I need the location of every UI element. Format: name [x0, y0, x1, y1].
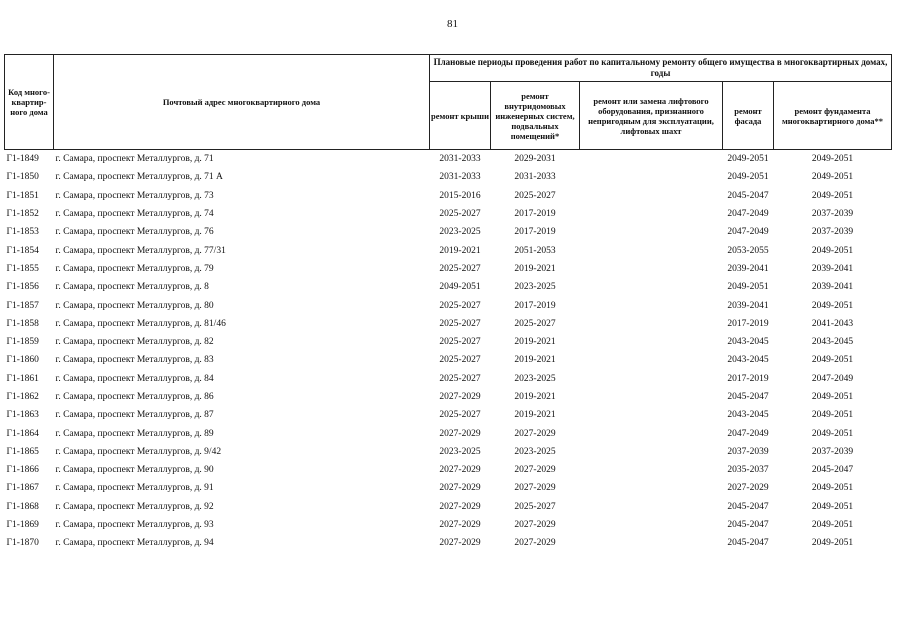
- cell-engineering: 2029-2031: [514, 154, 556, 165]
- cell-foundation: 2037-2039: [811, 446, 854, 457]
- cell-address: г. Самара, проспект Металлургов, д. 73: [55, 190, 214, 201]
- cell-address: г. Самара, проспект Металлургов, д. 84: [55, 373, 214, 384]
- cell-engineering: 2019-2021: [514, 263, 556, 274]
- cell-engineering: 2025-2027: [514, 190, 556, 201]
- cell-facade: 2049-2051: [727, 154, 769, 165]
- cell-address: г. Самара, проспект Металлургов, д. 83: [55, 355, 214, 366]
- cell-roof: 2027-2029: [439, 465, 481, 476]
- header-engineering: ремонт внутридомовых инженерных систем, подвальных помещений*: [491, 82, 580, 150]
- header-elevator: ремонт или замена лифтового оборудования, признанного непригодным для эксплуатации, лифтовых шахт: [580, 82, 723, 150]
- cell-elevator: [580, 260, 723, 278]
- cell-facade: 2045-2047: [727, 538, 769, 549]
- cell-code: Г1-1863: [6, 410, 39, 421]
- cell-address: г. Самара, проспект Металлургов, д. 91: [55, 483, 214, 494]
- cell-foundation: 2037-2039: [811, 227, 854, 238]
- cell-elevator: [580, 315, 723, 333]
- cell-engineering: 2017-2019: [514, 300, 556, 311]
- cell-facade: 2045-2047: [727, 392, 769, 402]
- cell-foundation: 2041-2043: [811, 318, 854, 329]
- cell-foundation: 2049-2051: [811, 538, 854, 549]
- cell-elevator: [580, 223, 723, 241]
- cell-foundation: 2037-2039: [811, 209, 854, 220]
- cell-engineering: 2025-2027: [514, 501, 556, 512]
- cell-address: г. Самара, проспект Металлургов, д. 77/31: [55, 245, 226, 256]
- cell-elevator: [580, 333, 723, 351]
- cell-roof: 2019-2021: [439, 245, 481, 256]
- cell-code: Г1-1862: [6, 392, 39, 402]
- cell-elevator: [580, 296, 723, 314]
- cell-elevator: [580, 205, 723, 223]
- cell-facade: 2047-2049: [727, 209, 769, 220]
- cell-code: Г1-1860: [6, 355, 39, 366]
- cell-roof: 2023-2025: [439, 446, 481, 457]
- table-row: [5, 168, 892, 186]
- header-group: Плановые периоды проведения работ по капитальному ремонту общего имущества в многоквартирных домах, годы: [430, 55, 892, 82]
- cell-elevator: [580, 370, 723, 388]
- header-facade: ремонт фасада: [723, 82, 774, 150]
- cell-elevator: [580, 443, 723, 461]
- cell-facade: 2049-2051: [727, 172, 769, 183]
- table-row: [5, 260, 892, 278]
- table-row: [5, 150, 892, 169]
- cell-code: Г1-1867: [6, 483, 39, 494]
- table-row: [5, 241, 892, 259]
- cell-facade: 2035-2037: [727, 465, 769, 476]
- cell-code: Г1-1870: [6, 538, 39, 549]
- cell-elevator: [580, 187, 723, 205]
- cell-facade: 2049-2051: [727, 282, 769, 293]
- header-foundation: ремонт фундамента многоквартирного дома**: [774, 82, 892, 150]
- cell-code: Г1-1855: [6, 263, 39, 274]
- cell-code: Г1-1851: [6, 190, 39, 201]
- cell-address: г. Самара, проспект Металлургов, д. 94: [55, 538, 214, 549]
- cell-facade: 2027-2029: [727, 483, 769, 494]
- cell-engineering: 2027-2029: [514, 538, 556, 549]
- cell-address: г. Самара, проспект Металлургов, д. 8: [55, 282, 209, 293]
- cell-code: Г1-1850: [6, 172, 39, 183]
- cell-engineering: 2019-2021: [514, 410, 556, 421]
- cell-foundation: 2047-2049: [811, 373, 854, 384]
- table-row: [5, 443, 892, 461]
- cell-roof: 2049-2051: [439, 282, 481, 293]
- cell-roof: 2031-2033: [439, 172, 481, 183]
- cell-code: Г1-1849: [6, 154, 39, 165]
- cell-roof: 2027-2029: [439, 501, 481, 512]
- repair-schedule-table: [4, 54, 892, 553]
- cell-address: г. Самара, проспект Металлургов, д. 76: [55, 227, 214, 238]
- cell-foundation: 2049-2051: [811, 483, 854, 494]
- cell-roof: 2025-2027: [439, 355, 481, 366]
- cell-roof: 2023-2025: [439, 227, 481, 238]
- cell-address: г. Самара, проспект Металлургов, д. 86: [55, 392, 214, 402]
- cell-roof: 2025-2027: [439, 337, 481, 348]
- cell-facade: 2017-2019: [727, 318, 769, 329]
- cell-facade: 2047-2049: [727, 227, 769, 238]
- cell-facade: 2045-2047: [727, 520, 769, 531]
- cell-elevator: [580, 168, 723, 186]
- cell-roof: 2027-2029: [439, 483, 481, 494]
- table-row: [5, 370, 892, 388]
- cell-engineering: 2031-2033: [514, 172, 556, 183]
- cell-foundation: 2049-2051: [811, 501, 854, 512]
- cell-code: Г1-1853: [6, 227, 39, 238]
- cell-engineering: 2019-2021: [514, 355, 556, 366]
- cell-elevator: [580, 150, 723, 169]
- cell-facade: 2017-2019: [727, 373, 769, 384]
- table-row: [5, 406, 892, 424]
- cell-code: Г1-1852: [6, 209, 39, 220]
- cell-facade: 2039-2041: [727, 300, 769, 311]
- table-row: [5, 461, 892, 479]
- table-row: [5, 296, 892, 314]
- cell-roof: 2025-2027: [439, 300, 481, 311]
- cell-roof: 2025-2027: [439, 373, 481, 384]
- header-address: Почтовый адрес многоквартирного дома: [54, 55, 430, 150]
- cell-roof: 2015-2016: [439, 190, 481, 201]
- cell-engineering: 2023-2025: [514, 282, 556, 293]
- cell-elevator: [580, 498, 723, 516]
- cell-foundation: 2039-2041: [811, 263, 854, 274]
- cell-foundation: 2049-2051: [811, 520, 854, 531]
- cell-foundation: 2049-2051: [811, 190, 854, 201]
- cell-code: Г1-1866: [6, 465, 39, 476]
- cell-engineering: 2017-2019: [514, 227, 556, 238]
- cell-facade: 2053-2055: [727, 245, 769, 256]
- cell-foundation: 2049-2051: [811, 154, 854, 165]
- cell-address: г. Самара, проспект Металлургов, д. 87: [55, 410, 214, 421]
- cell-roof: 2027-2029: [439, 538, 481, 549]
- cell-roof: 2027-2029: [439, 520, 481, 531]
- table-row: [5, 388, 892, 406]
- cell-code: Г1-1865: [6, 446, 39, 457]
- cell-facade: 2043-2045: [727, 337, 769, 348]
- cell-foundation: 2049-2051: [811, 410, 854, 421]
- cell-address: г. Самара, проспект Металлургов, д. 79: [55, 263, 214, 274]
- cell-code: Г1-1861: [6, 373, 39, 384]
- cell-elevator: [580, 479, 723, 497]
- cell-foundation: 2043-2045: [811, 337, 854, 348]
- cell-engineering: 2027-2029: [514, 465, 556, 476]
- cell-elevator: [580, 351, 723, 369]
- cell-address: г. Самара, проспект Металлургов, д. 82: [55, 337, 214, 348]
- cell-engineering: 2019-2021: [514, 337, 556, 348]
- cell-facade: 2043-2045: [727, 355, 769, 366]
- cell-address: г. Самара, проспект Металлургов, д. 71 А: [55, 172, 223, 183]
- cell-foundation: 2049-2051: [811, 355, 854, 366]
- cell-elevator: [580, 534, 723, 552]
- cell-engineering: 2027-2029: [514, 483, 556, 494]
- table-row: [5, 424, 892, 442]
- cell-facade: 2045-2047: [727, 501, 769, 512]
- table-header: [5, 55, 892, 150]
- cell-engineering: 2051-2053: [514, 245, 556, 256]
- cell-address: г. Самара, проспект Металлургов, д. 92: [55, 501, 214, 512]
- table-row: [5, 333, 892, 351]
- cell-engineering: 2017-2019: [514, 209, 556, 220]
- cell-facade: 2037-2039: [727, 446, 769, 457]
- cell-address: г. Самара, проспект Металлургов, д. 74: [55, 209, 214, 220]
- cell-engineering: 2023-2025: [514, 446, 556, 457]
- header-row-1: [5, 55, 892, 82]
- cell-roof: 2025-2027: [439, 410, 481, 421]
- cell-engineering: 2019-2021: [514, 392, 556, 402]
- cell-address: г. Самара, проспект Металлургов, д. 93: [55, 520, 214, 531]
- cell-facade: 2047-2049: [727, 428, 769, 439]
- cell-elevator: [580, 424, 723, 442]
- cell-code: Г1-1859: [6, 337, 39, 348]
- page-number: 81: [447, 18, 458, 30]
- cell-code: Г1-1857: [6, 300, 39, 311]
- cell-foundation: 2039-2041: [811, 282, 854, 293]
- cell-elevator: [580, 241, 723, 259]
- cell-elevator: [580, 278, 723, 296]
- table-row: [5, 534, 892, 552]
- cell-roof: 2031-2033: [439, 154, 481, 165]
- table-row: [5, 205, 892, 223]
- cell-address: г. Самара, проспект Металлургов, д. 80: [55, 300, 214, 311]
- cell-code: Г1-1856: [6, 282, 39, 293]
- header-code: Код много-квартир-ного дома: [5, 55, 54, 150]
- table-body: [5, 150, 892, 553]
- table-row: [5, 278, 892, 296]
- cell-facade: 2043-2045: [727, 410, 769, 421]
- cell-engineering: 2025-2027: [514, 318, 556, 329]
- cell-facade: 2039-2041: [727, 263, 769, 274]
- cell-foundation: 2049-2051: [811, 392, 854, 402]
- cell-address: г. Самара, проспект Металлургов, д. 9/42: [55, 446, 222, 457]
- cell-foundation: 2049-2051: [811, 300, 854, 311]
- cell-code: Г1-1858: [6, 318, 39, 329]
- cell-facade: 2045-2047: [727, 190, 769, 201]
- cell-elevator: [580, 388, 723, 406]
- table-row: [5, 223, 892, 241]
- cell-foundation: 2049-2051: [811, 172, 854, 183]
- cell-engineering: 2027-2029: [514, 520, 556, 531]
- cell-code: Г1-1854: [6, 245, 39, 256]
- cell-address: г. Самара, проспект Металлургов, д. 81/46: [55, 318, 226, 329]
- cell-foundation: 2049-2051: [811, 428, 854, 439]
- cell-code: Г1-1864: [6, 428, 39, 439]
- header-roof: ремонт крыши: [430, 82, 491, 150]
- cell-elevator: [580, 516, 723, 534]
- cell-roof: 2027-2029: [439, 428, 481, 439]
- cell-roof: 2025-2027: [439, 209, 481, 220]
- cell-code: Г1-1869: [6, 520, 39, 531]
- table-row: [5, 516, 892, 534]
- table-row: [5, 498, 892, 516]
- cell-roof: 2025-2027: [439, 318, 481, 329]
- cell-engineering: 2023-2025: [514, 373, 556, 384]
- cell-address: г. Самара, проспект Металлургов, д. 71: [55, 154, 214, 165]
- cell-roof: 2027-2029: [439, 392, 481, 402]
- cell-roof: 2025-2027: [439, 263, 481, 274]
- cell-engineering: 2027-2029: [514, 428, 556, 439]
- table-row: [5, 315, 892, 333]
- cell-address: г. Самара, проспект Металлургов, д. 89: [55, 428, 214, 439]
- cell-elevator: [580, 406, 723, 424]
- table-row: [5, 479, 892, 497]
- cell-code: Г1-1868: [6, 501, 39, 512]
- cell-address: г. Самара, проспект Металлургов, д. 90: [55, 465, 214, 476]
- table-row: [5, 187, 892, 205]
- table-row: [5, 351, 892, 369]
- cell-foundation: 2049-2051: [811, 245, 854, 256]
- cell-foundation: 2045-2047: [811, 465, 854, 476]
- cell-elevator: [580, 461, 723, 479]
